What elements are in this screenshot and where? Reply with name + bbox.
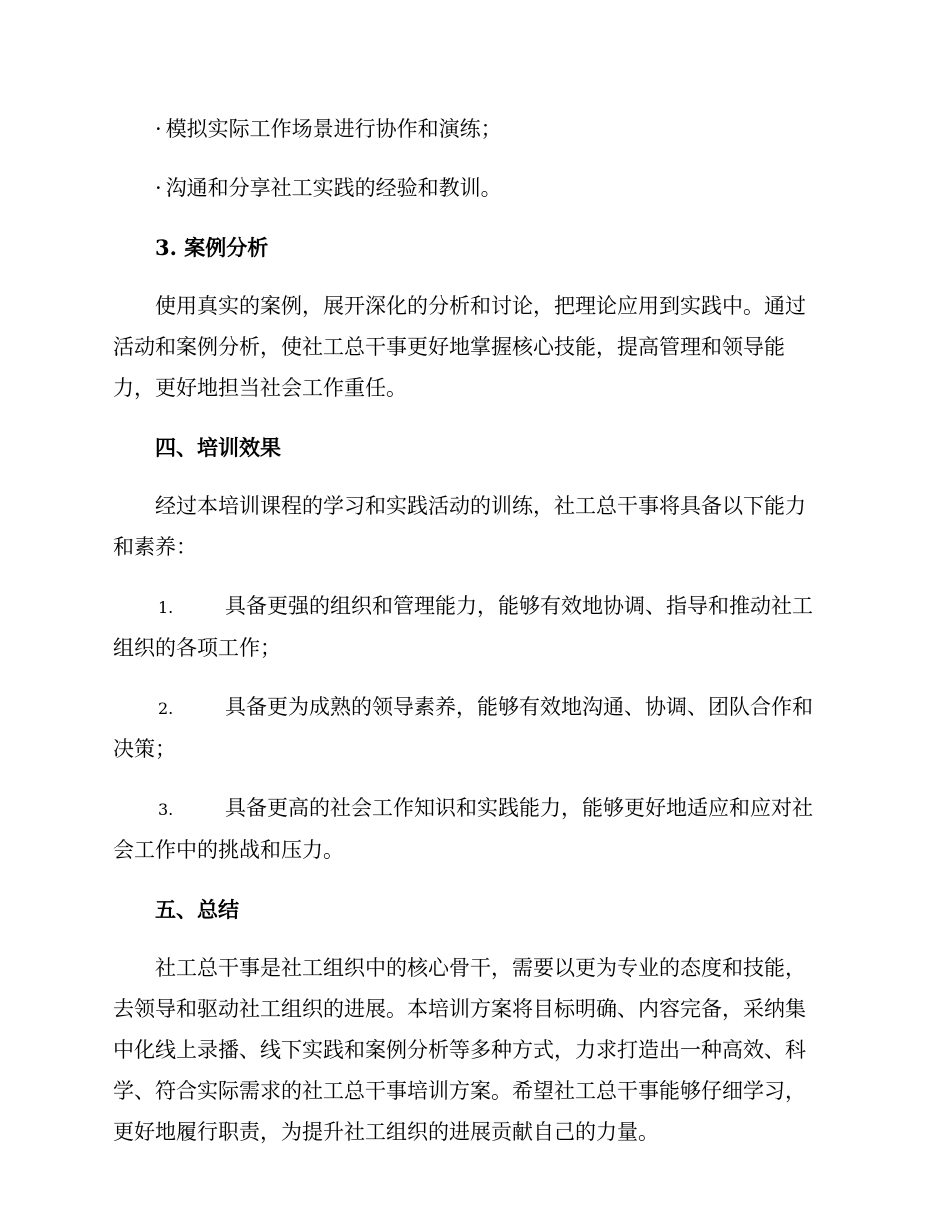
paragraph-line: 活动和案例分析，使社工总干事更好地掌握核心技能，提高管理和领导能 <box>113 335 785 359</box>
bullet-item <box>113 109 835 150</box>
section-heading-effect: 四、培训效果 <box>155 435 281 460</box>
item-text: 具备更强的组织和管理能力，能够有效地协调、指导和推动社工 <box>225 594 813 618</box>
item-number: 3. <box>158 800 174 819</box>
item-number: 2. <box>158 699 174 718</box>
paragraph-line: 更好地履行职责，为提升社工组织的进展贡献自己的力量。 <box>113 1120 659 1144</box>
item-text-continued: 决策； <box>113 737 176 761</box>
bullet-text: 沟通和分享社工实践的经验和教训。 <box>165 176 502 200</box>
item-text-continued: 组织的各项工作； <box>113 636 281 660</box>
item-number: 1. <box>158 598 174 617</box>
numbered-item <box>113 788 835 871</box>
numbered-item <box>113 687 835 770</box>
numbered-item <box>113 586 835 669</box>
bullet-dot: · <box>155 117 162 141</box>
item-text-continued: 会工作中的挑战和压力。 <box>113 838 344 862</box>
summary-paragraph <box>113 948 835 1153</box>
bullet-item <box>113 168 835 209</box>
section-heading-summary: 五、总结 <box>155 897 239 922</box>
document-body <box>113 109 835 1171</box>
item-text: 具备更高的社会工作知识和实践能力，能够更好地适应和应对社 <box>225 796 813 820</box>
item-text: 具备更为成熟的领导素养，能够有效地沟通、协调、团队合作和 <box>225 695 813 719</box>
section-heading-case: 3. 案例分析 <box>155 235 269 260</box>
paragraph-line: 和素养： <box>113 535 197 559</box>
paragraph-line: 经过本培训课程的学习和实践活动的训练，社工总干事将具备以下能力 <box>155 494 806 518</box>
paragraph-line: 中化线上录播、线下实践和案例分析等多种方式，力求打造出一种高效、科 <box>113 1038 806 1062</box>
bullet-dot: · <box>155 176 162 200</box>
case-paragraph <box>113 286 835 409</box>
effect-intro-paragraph <box>113 486 835 568</box>
bullet-text: 模拟实际工作场景进行协作和演练； <box>165 117 502 141</box>
paragraph-line: 使用真实的案例，展开深化的分析和讨论，把理论应用到实践中。通过 <box>155 294 806 318</box>
paragraph-line: 力，更好地担当社会工作重任。 <box>113 376 407 400</box>
paragraph-line: 去领导和驱动社工组织的进展。本培训方案将目标明确、内容完备，采纳集 <box>113 997 806 1021</box>
paragraph-line: 社工总干事是社工组织中的核心骨干，需要以更为专业的态度和技能， <box>155 956 806 980</box>
paragraph-line: 学、符合实际需求的社工总干事培训方案。希望社工总干事能够仔细学习， <box>113 1079 806 1103</box>
